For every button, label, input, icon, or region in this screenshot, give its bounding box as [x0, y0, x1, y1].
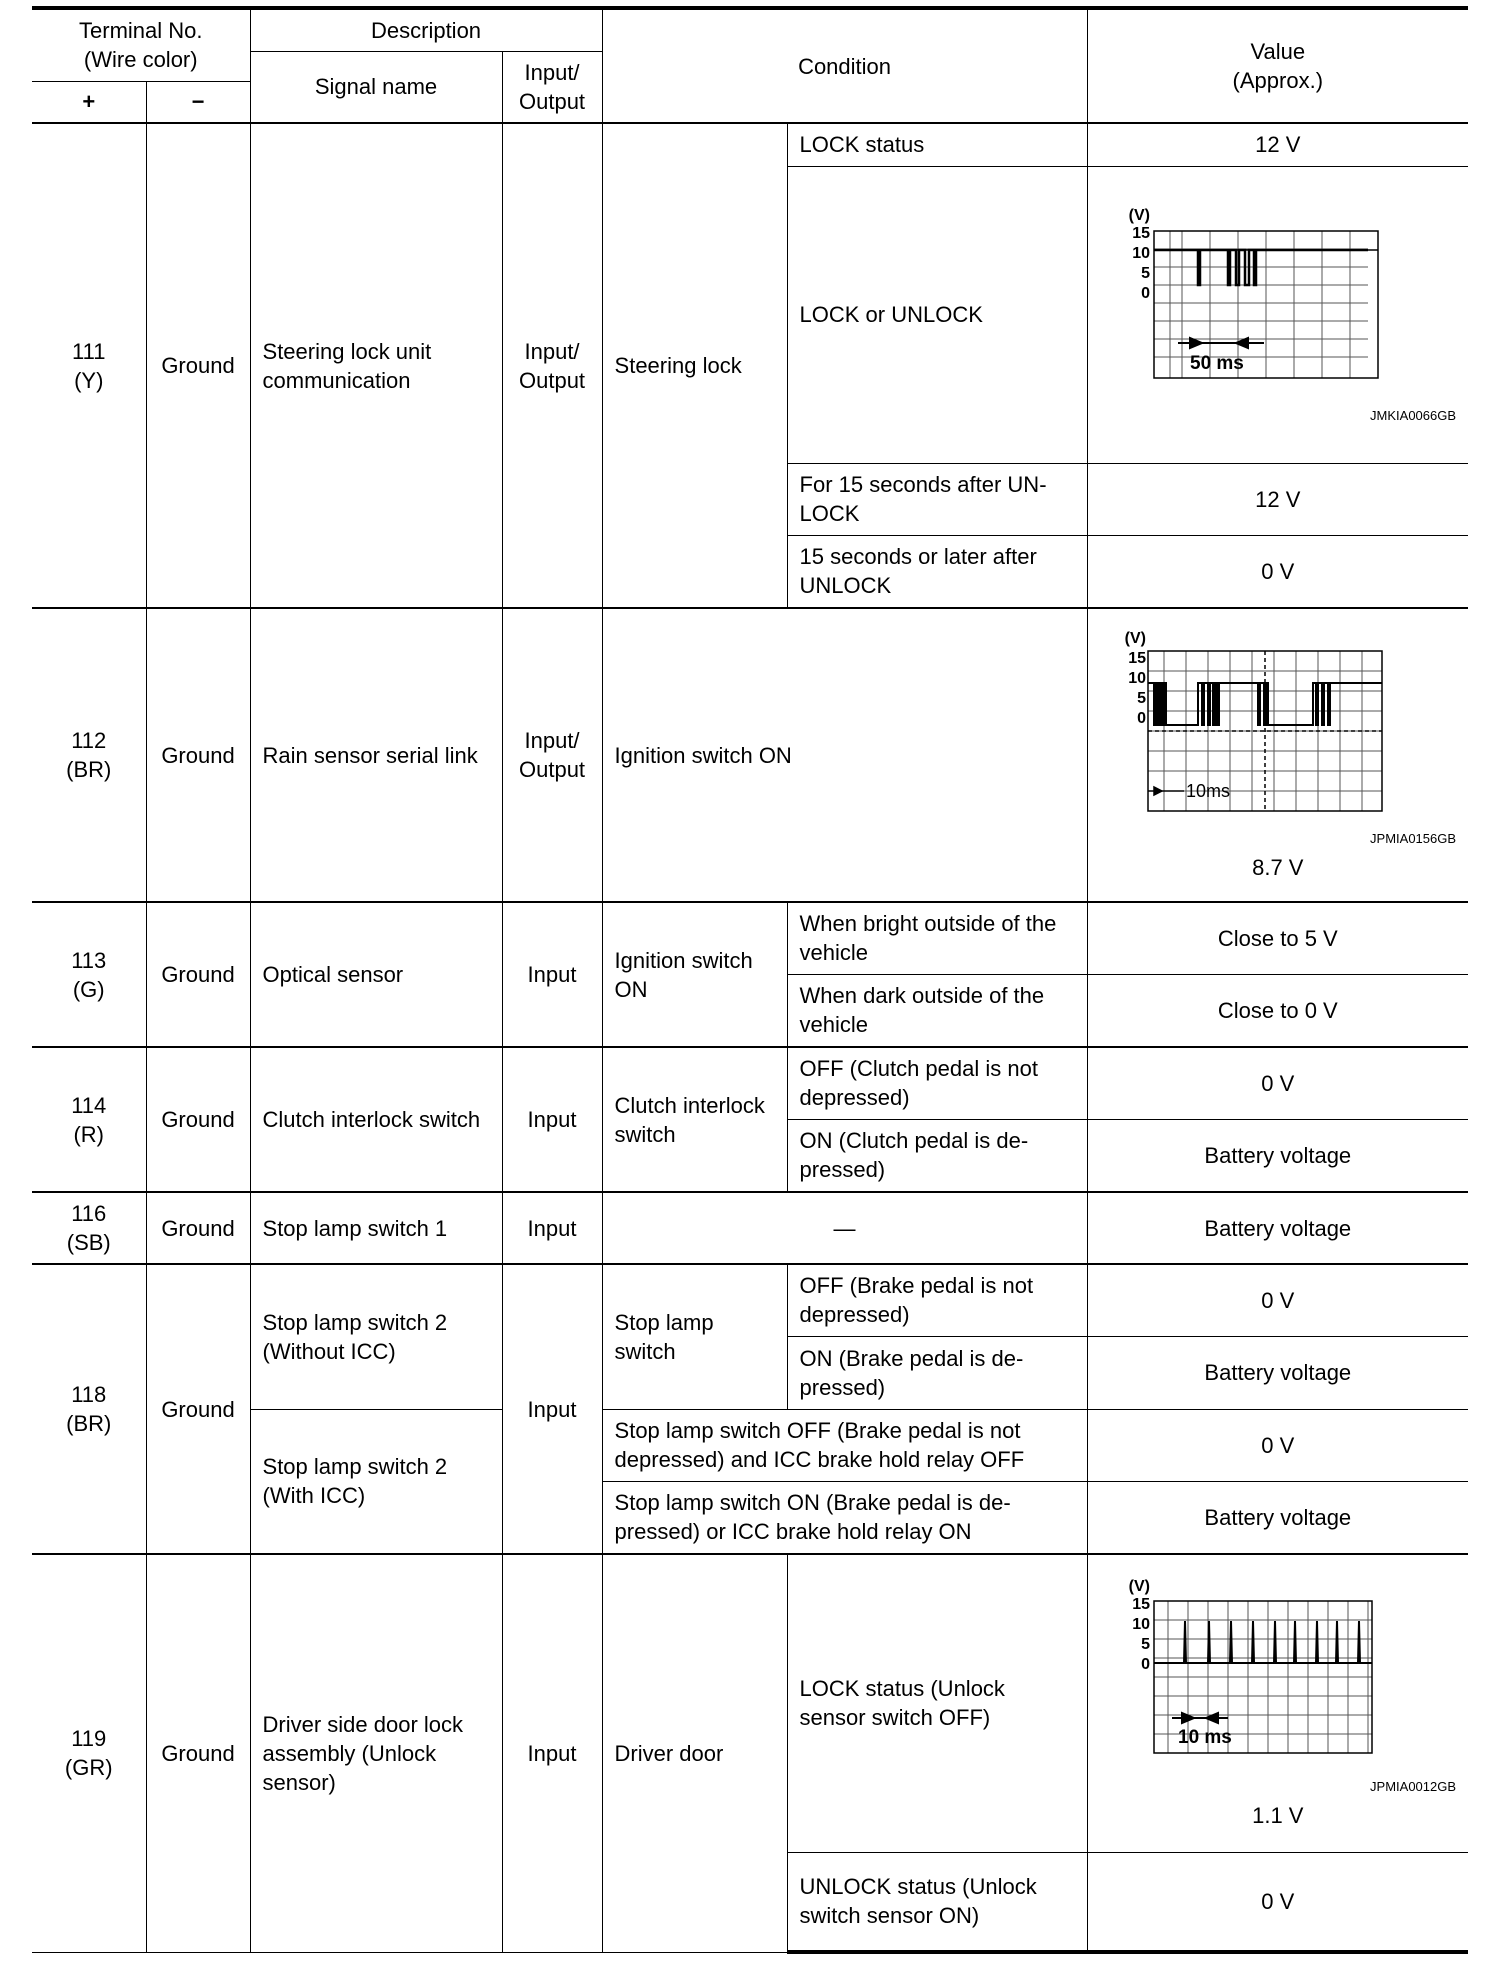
terminal-113-sub-1-value: Close to 0 V	[1087, 974, 1468, 1047]
terminal-114-sub-1-condition: ON (Clutch pedal is de- pressed)	[787, 1119, 1087, 1192]
terminal-114-color: (R)	[73, 1121, 105, 1147]
terminal-112-waveform-cell	[1087, 608, 1468, 902]
terminal-114-sub-0-condition: OFF (Clutch pedal is not depressed)	[787, 1047, 1087, 1119]
header-input-output: Input/ Output	[502, 51, 602, 123]
terminal-118-sub-b-1-value: Battery voltage	[1087, 1481, 1468, 1554]
terminal-119-sub-1-condition: UNLOCK status (Unlock switch sensor ON)	[787, 1852, 1087, 1952]
header-plus: +	[32, 81, 146, 123]
waveform-112	[1118, 629, 1438, 829]
terminal-111-signal: Steering lock unit communication	[250, 123, 502, 608]
terminal-112	[32, 608, 146, 902]
terminal-112-ground: Ground	[146, 608, 250, 902]
header-approx-text: (Approx.)	[1232, 68, 1324, 93]
terminal-119-waveform-cell	[1087, 1554, 1468, 1852]
terminal-114-condition: Clutch interlock switch	[602, 1047, 787, 1192]
waveform-111-time: 50 ms	[1189, 352, 1244, 374]
terminal-118-sub-a-1-condition: ON (Brake pedal is de- pressed)	[787, 1336, 1087, 1409]
waveform-111	[1118, 206, 1438, 406]
waveform-111-code: JMKIA0066GB	[1370, 407, 1457, 423]
terminal-119-color: (GR)	[64, 1755, 113, 1781]
terminal-118-sub-a-1-value: Battery voltage	[1087, 1336, 1468, 1409]
terminal-119-sub-0-value: 1.1 V	[1252, 1802, 1304, 1828]
terminal-118-sub-a-0-condition: OFF (Brake pedal is not depressed)	[787, 1264, 1087, 1336]
waveform-111-ylabel-4: 0	[1140, 284, 1150, 302]
waveform-119-code: JPMIA0012GB	[1370, 1778, 1457, 1794]
header-description: Description	[250, 8, 602, 51]
terminal-113-condition: Ignition switch ON	[602, 902, 787, 1047]
terminal-112-value: 8.7 V	[1252, 854, 1304, 880]
waveform-112-ylabel-0: (V)	[1124, 629, 1146, 647]
terminal-116-value: Battery voltage	[1087, 1192, 1468, 1264]
waveform-119-ylabel-2: 10	[1132, 1615, 1150, 1633]
terminal-116-number: 116	[71, 1201, 107, 1226]
waveform-112-ylabel-1: 15	[1128, 649, 1146, 667]
terminal-111-sub-3-value: 0 V	[1087, 535, 1468, 608]
terminal-114-sub-0-value: 0 V	[1087, 1047, 1468, 1119]
terminal-118-sub-b-1-condition: Stop lamp switch ON (Brake pedal is de- pressed) or ICC brake hold relay ON	[602, 1481, 1087, 1554]
terminal-116-signal: Stop lamp switch 1	[250, 1192, 502, 1264]
terminal-111-number: 111	[72, 338, 106, 364]
terminal-119	[32, 1554, 146, 1952]
waveform-111-ylabel-3: 5	[1140, 264, 1150, 282]
waveform-112-ylabel-3: 5	[1136, 689, 1146, 707]
waveform-119-ylabel-1: 15	[1132, 1595, 1150, 1613]
terminal-112-signal: Rain sensor serial link	[250, 608, 502, 902]
terminal-112-color: (BR)	[66, 757, 112, 782]
waveform-119-ylabel-4: 0	[1140, 1655, 1150, 1673]
terminal-111-waveform-cell	[1087, 166, 1468, 463]
header-condition: Condition	[602, 8, 1087, 123]
terminal-111-condition: Steering lock	[602, 123, 787, 608]
terminal-113-io: Input	[502, 902, 602, 1047]
terminal-119-ground: Ground	[146, 1554, 250, 1952]
waveform-111-ylabel-2: 10	[1132, 244, 1150, 262]
terminal-114-ground: Ground	[146, 1047, 250, 1192]
header-terminal-no-text: Terminal No.	[79, 18, 203, 44]
terminal-114-number: 114	[71, 1092, 107, 1118]
waveform-111-ylabel-0: (V)	[1128, 206, 1150, 224]
terminal-118-number: 118	[71, 1382, 107, 1407]
terminal-113-sub-0-condition: When bright outside of the vehicle	[787, 902, 1087, 974]
terminal-113-number: 113	[71, 947, 107, 973]
terminal-119-signal: Driver side door lock assembly (Unlock sensor)	[250, 1554, 502, 1952]
terminal-119-io: Input	[502, 1554, 602, 1952]
terminal-118-io: Input	[502, 1264, 602, 1554]
terminal-118-sub-a-0-value: 0 V	[1087, 1264, 1468, 1336]
terminal-111-sub-0-value: 12 V	[1087, 123, 1468, 166]
waveform-111-ylabel-1: 15	[1132, 224, 1150, 242]
waveform-112-code: JPMIA0156GB	[1370, 830, 1457, 846]
terminal-111-color: (Y)	[74, 367, 104, 393]
terminal-116-io: Input	[502, 1192, 602, 1264]
terminal-113-ground: Ground	[146, 902, 250, 1047]
terminal-113-signal: Optical sensor	[250, 902, 502, 1047]
waveform-112-time: 10ms	[1185, 780, 1230, 801]
header-wire-color-text: (Wire color)	[83, 47, 198, 73]
terminal-111-ground: Ground	[146, 123, 250, 608]
terminal-119-condition: Driver door	[602, 1554, 787, 1952]
terminal-119-sub-1-value: 0 V	[1087, 1852, 1468, 1952]
terminal-116-color: (SB)	[66, 1230, 111, 1255]
waveform-112-ylabel-2: 10	[1128, 669, 1146, 687]
terminal-111-io: Input/ Output	[502, 123, 602, 608]
terminal-111-sub-0-condition: LOCK status	[787, 123, 1087, 166]
terminal-113-sub-1-condition: When dark outside of the vehicle	[787, 974, 1087, 1047]
terminal-113	[32, 902, 146, 1047]
waveform-119	[1118, 1577, 1438, 1777]
terminal-spec-table	[32, 6, 1468, 1954]
terminal-114-signal: Clutch interlock switch	[250, 1047, 502, 1192]
header-value	[1087, 8, 1468, 123]
terminal-118-ground: Ground	[146, 1264, 250, 1554]
terminal-116	[32, 1192, 146, 1264]
terminal-118-condition-without-icc: Stop lamp switch	[602, 1264, 787, 1409]
terminal-118-sub-b-0-value: 0 V	[1087, 1409, 1468, 1481]
header-terminal-no	[32, 8, 250, 81]
terminal-111-sub-2-value: 12 V	[1087, 463, 1468, 535]
terminal-113-color: (G)	[72, 976, 105, 1002]
waveform-119-time: 10 ms	[1177, 1726, 1232, 1748]
terminal-118-color: (BR)	[66, 1411, 112, 1436]
terminal-118-sub-b-0-condition: Stop lamp switch OFF (Brake pedal is not depressed) and ICC brake hold relay OFF	[602, 1409, 1087, 1481]
terminal-114-sub-1-value: Battery voltage	[1087, 1119, 1468, 1192]
terminal-116-condition: —	[602, 1192, 1087, 1264]
waveform-119-ylabel-0: (V)	[1128, 1577, 1150, 1595]
terminal-118-signal-without-icc: Stop lamp switch 2 (Without ICC)	[250, 1264, 502, 1409]
terminal-113-sub-0-value: Close to 5 V	[1087, 902, 1468, 974]
terminal-111-sub-2-condition: For 15 seconds after UN- LOCK	[787, 463, 1087, 535]
terminal-116-ground: Ground	[146, 1192, 250, 1264]
terminal-111	[32, 123, 146, 608]
header-value-text: Value	[1250, 39, 1306, 64]
waveform-119-ylabel-3: 5	[1140, 1635, 1150, 1653]
terminal-112-io: Input/ Output	[502, 608, 602, 902]
terminal-118	[32, 1264, 146, 1554]
terminal-114-io: Input	[502, 1047, 602, 1192]
header-minus: −	[146, 81, 250, 123]
header-signal-name: Signal name	[250, 51, 502, 123]
waveform-112-ylabel-4: 0	[1136, 709, 1146, 727]
terminal-112-number: 112	[71, 728, 107, 753]
terminal-119-number: 119	[71, 1726, 107, 1752]
terminal-118-signal-with-icc: Stop lamp switch 2 (With ICC)	[250, 1409, 502, 1554]
terminal-112-condition: Ignition switch ON	[602, 608, 1087, 902]
terminal-119-sub-0-condition: LOCK status (Unlock sensor switch OFF)	[787, 1554, 1087, 1852]
terminal-114	[32, 1047, 146, 1192]
terminal-111-sub-1-condition: LOCK or UNLOCK	[787, 166, 1087, 463]
terminal-111-sub-3-condition: 15 seconds or later after UNLOCK	[787, 535, 1087, 608]
